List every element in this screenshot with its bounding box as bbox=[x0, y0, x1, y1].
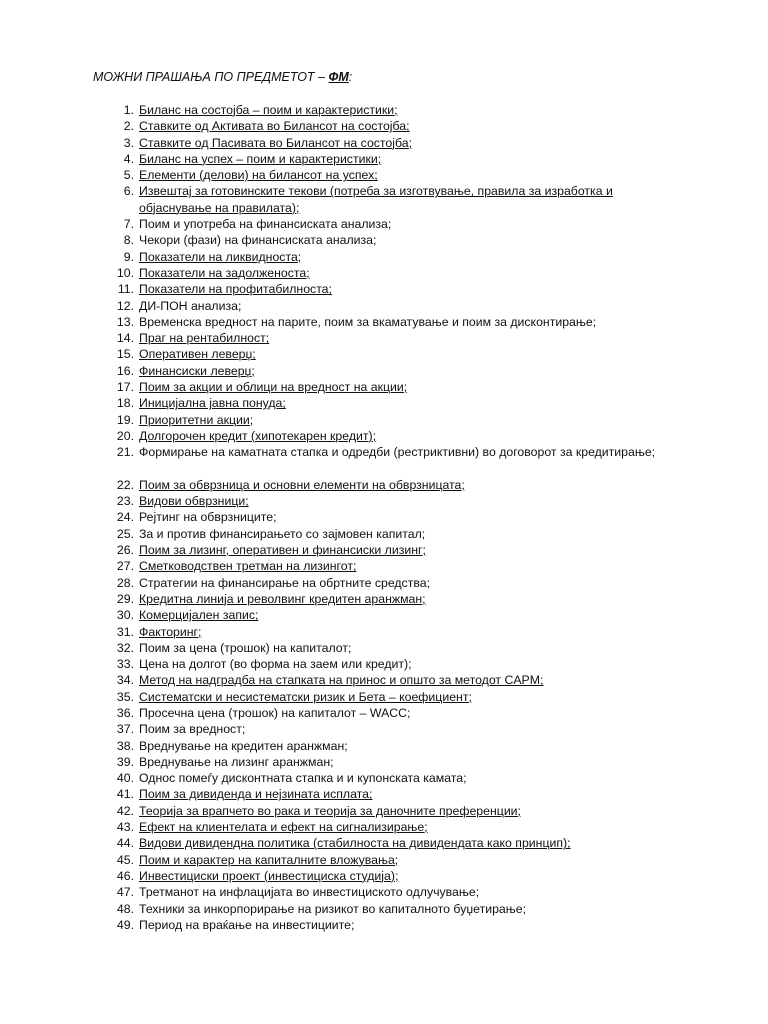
question-number: 16. bbox=[116, 363, 134, 378]
question-number: 29. bbox=[116, 591, 134, 606]
question-item bbox=[0, 183, 768, 216]
question-number: 8. bbox=[123, 233, 134, 248]
question-number: 36. bbox=[116, 705, 134, 720]
question-item bbox=[0, 901, 768, 917]
question-item bbox=[0, 786, 768, 802]
question-text: Ставките од Пасивата во Билансот на состојба; bbox=[139, 135, 413, 150]
question-text: Поим за акции и облици на вредност на акции; bbox=[139, 380, 408, 395]
question-item bbox=[0, 281, 768, 297]
question-number: 25. bbox=[116, 526, 134, 541]
question-text: Кредитна линија и револвинг кредитен аранжман; bbox=[139, 591, 426, 606]
question-item bbox=[0, 330, 768, 346]
question-text: Показатели на профитабилноста; bbox=[139, 282, 332, 297]
question-text: Метод на надградба на стапката на принос и општо за методот CAPM; bbox=[139, 673, 544, 688]
question-item bbox=[0, 395, 768, 411]
question-item bbox=[0, 298, 768, 314]
question-text: Поим за лизинг, оперативен и финансиски лизинг; bbox=[139, 543, 426, 558]
question-item bbox=[0, 656, 768, 672]
question-item bbox=[0, 493, 768, 509]
question-number: 6. bbox=[123, 184, 134, 199]
question-number: 5. bbox=[123, 168, 134, 183]
question-number: 13. bbox=[116, 314, 134, 329]
question-number: 12. bbox=[116, 298, 134, 313]
question-number: 2. bbox=[123, 119, 134, 134]
question-item bbox=[0, 509, 768, 525]
question-text: Цена на долгот (во форма на заем или кредит); bbox=[139, 657, 412, 672]
question-number: 11. bbox=[117, 282, 134, 297]
question-number: 42. bbox=[116, 803, 134, 818]
question-item bbox=[0, 770, 768, 786]
question-item bbox=[0, 917, 768, 933]
question-text: Ставките од Активата во Билансот на состојба; bbox=[139, 119, 410, 134]
question-number: 15. bbox=[116, 347, 134, 362]
question-text: Ефект на клиентелата и ефект на сигнализирање; bbox=[139, 820, 428, 835]
question-text: Поим за обврзница и основни елементи на обврзницата; bbox=[139, 477, 465, 492]
question-text: Формирање на каматната стапка и одредби (рестриктивни) во договорот за кредитирање; bbox=[139, 445, 656, 460]
question-text: Праг на рентабилност; bbox=[139, 331, 270, 346]
question-number: 18. bbox=[116, 396, 134, 411]
question-text: Факторинг; bbox=[139, 624, 202, 639]
question-text: Биланс на успех – поим и карактеристики; bbox=[139, 151, 382, 166]
question-item bbox=[0, 232, 768, 248]
title-suffix: : bbox=[348, 70, 353, 84]
question-number: 48. bbox=[116, 901, 134, 916]
question-text: Иницијална јавна понуда; bbox=[139, 396, 286, 411]
question-text: Сметководствен третман на лизингот; bbox=[139, 559, 357, 574]
question-number: 7. bbox=[123, 217, 134, 232]
question-text: Видови дивидендна политика (стабилноста на дивидендата како принцип); bbox=[139, 836, 571, 851]
question-text: Видови обврзници; bbox=[139, 494, 249, 509]
question-number: 26. bbox=[116, 543, 134, 558]
question-text: Поим и карактер на капиталните вложувања; bbox=[139, 852, 399, 867]
question-text: Чекори (фази) на финансиската анализа; bbox=[139, 233, 377, 248]
question-text: Поим за вредност; bbox=[139, 722, 246, 737]
question-text: Стратегии на финансирање на обртните средства; bbox=[139, 575, 430, 590]
question-item bbox=[0, 835, 768, 851]
question-text: Систематски и несистематски ризик и Бета – коефициент; bbox=[139, 689, 472, 704]
question-text: Показатели на задолженоста; bbox=[139, 265, 310, 280]
question-text: Финансиски леверџ; bbox=[139, 363, 255, 378]
question-number: 33. bbox=[116, 657, 134, 672]
question-item bbox=[0, 379, 768, 395]
question-item bbox=[0, 558, 768, 574]
question-number: 45. bbox=[116, 852, 134, 867]
question-number: 41. bbox=[116, 787, 134, 802]
question-number: 10. bbox=[116, 265, 134, 280]
question-text: Долгорочен кредит (хипотекарен кредит); bbox=[139, 428, 377, 443]
question-item bbox=[0, 412, 768, 428]
question-item bbox=[0, 526, 768, 542]
question-number: 24. bbox=[116, 510, 134, 525]
question-text: Поим за цена (трошок) на капиталот; bbox=[139, 640, 352, 655]
question-number: 30. bbox=[116, 608, 134, 623]
question-item bbox=[0, 754, 768, 770]
question-item bbox=[0, 102, 768, 118]
question-text: Вреднување на лизинг аранжман; bbox=[139, 754, 334, 769]
question-list bbox=[0, 102, 768, 933]
question-number: 4. bbox=[123, 151, 134, 166]
question-text: Третманот на инфлацијата во инвестициското одлучување; bbox=[139, 885, 480, 900]
question-number: 19. bbox=[116, 412, 134, 427]
question-number: 23. bbox=[116, 494, 134, 509]
question-number: 34. bbox=[116, 673, 134, 688]
question-text: Просечна цена (трошок) на капиталот – WACC; bbox=[139, 705, 411, 720]
question-item bbox=[0, 542, 768, 558]
question-number: 17. bbox=[116, 380, 134, 395]
question-number: 27. bbox=[116, 559, 134, 574]
document-title bbox=[93, 69, 352, 85]
title-subject-abbreviation: ФМ bbox=[328, 70, 349, 84]
question-number: 38. bbox=[116, 738, 134, 753]
question-number: 1. bbox=[123, 103, 134, 117]
question-text: Однос помеѓу дисконтната стапка и и купонската камата; bbox=[139, 771, 467, 786]
question-item bbox=[0, 477, 768, 493]
question-text: За и против финансирањето со заjмовен капитал; bbox=[139, 526, 426, 541]
question-item bbox=[0, 346, 768, 362]
question-number: 44. bbox=[116, 836, 134, 851]
question-item bbox=[0, 884, 768, 900]
question-number: 47. bbox=[116, 885, 134, 900]
question-number: 35. bbox=[116, 689, 134, 704]
question-text: Поим и употреба на финансиската анализа; bbox=[139, 217, 392, 232]
question-text: Рејтинг на обврзниците; bbox=[139, 510, 277, 525]
question-item bbox=[0, 721, 768, 737]
question-number: 32. bbox=[116, 640, 134, 655]
question-item bbox=[0, 607, 768, 623]
question-number: 39. bbox=[116, 754, 134, 769]
question-number: 21. bbox=[116, 445, 134, 460]
question-item bbox=[0, 167, 768, 183]
question-number: 20. bbox=[116, 428, 134, 443]
question-item bbox=[0, 868, 768, 884]
question-number: 22. bbox=[116, 477, 134, 492]
question-text: Елементи (делови) на билансот на успех; bbox=[139, 168, 378, 183]
question-item bbox=[0, 640, 768, 656]
question-text: Период на враќање на инвестициите; bbox=[139, 917, 355, 932]
question-text: Теорија за врапчето во рака и теорија за даночните преференции; bbox=[139, 803, 521, 818]
question-number: 40. bbox=[116, 771, 134, 786]
question-item bbox=[0, 575, 768, 591]
question-number: 14. bbox=[116, 331, 134, 346]
question-number: 37. bbox=[116, 722, 134, 737]
question-item bbox=[0, 705, 768, 721]
question-text: Извештај за готовинските текови (потреба за изготвување, правила за изработка и објаснување на правилата); bbox=[139, 184, 613, 215]
question-item bbox=[0, 314, 768, 330]
question-text: Оперативен леверџ; bbox=[139, 347, 256, 362]
question-item bbox=[0, 151, 768, 167]
question-item bbox=[0, 672, 768, 688]
question-item bbox=[0, 819, 768, 835]
question-item bbox=[0, 216, 768, 232]
question-item bbox=[0, 624, 768, 640]
question-text: Вреднување на кредитен аранжман; bbox=[139, 738, 348, 753]
question-text: Приоритетни акции; bbox=[139, 412, 254, 427]
title-prefix: МОЖНИ ПРАШАЊА ПО ПРЕДМЕТОТ – bbox=[93, 70, 329, 84]
question-text: Показатели на ликвидноста; bbox=[139, 249, 302, 264]
question-number: 9. bbox=[123, 249, 134, 264]
question-item bbox=[0, 265, 768, 281]
question-text: Биланс на состојба – поим и карактеристики; bbox=[139, 103, 398, 117]
question-item bbox=[0, 444, 768, 477]
question-text: Техники за инкорпорирање на ризикот во капиталното буџетирање; bbox=[139, 901, 526, 916]
question-item bbox=[0, 852, 768, 868]
question-number: 28. bbox=[116, 575, 134, 590]
question-number: 3. bbox=[123, 135, 134, 150]
question-item bbox=[0, 591, 768, 607]
question-number: 43. bbox=[116, 820, 134, 835]
question-text: Инвестициски проект (инвестициска студија); bbox=[139, 868, 399, 883]
question-item bbox=[0, 803, 768, 819]
question-number: 49. bbox=[116, 917, 134, 932]
question-item bbox=[0, 135, 768, 151]
question-number: 46. bbox=[116, 868, 134, 883]
question-item bbox=[0, 363, 768, 379]
question-item bbox=[0, 118, 768, 134]
question-item bbox=[0, 428, 768, 444]
question-number: 31. bbox=[116, 624, 134, 639]
question-text: Комерцијален запис; bbox=[139, 608, 259, 623]
question-text: Поим за дивиденда и нејзината исплата; bbox=[139, 787, 373, 802]
question-item bbox=[0, 689, 768, 705]
question-text: Временска вредност на парите, поим за вкаматување и поим за дисконтирање; bbox=[139, 314, 597, 329]
question-item bbox=[0, 249, 768, 265]
question-text: ДИ-ПОН анализа; bbox=[139, 298, 242, 313]
question-item bbox=[0, 738, 768, 754]
